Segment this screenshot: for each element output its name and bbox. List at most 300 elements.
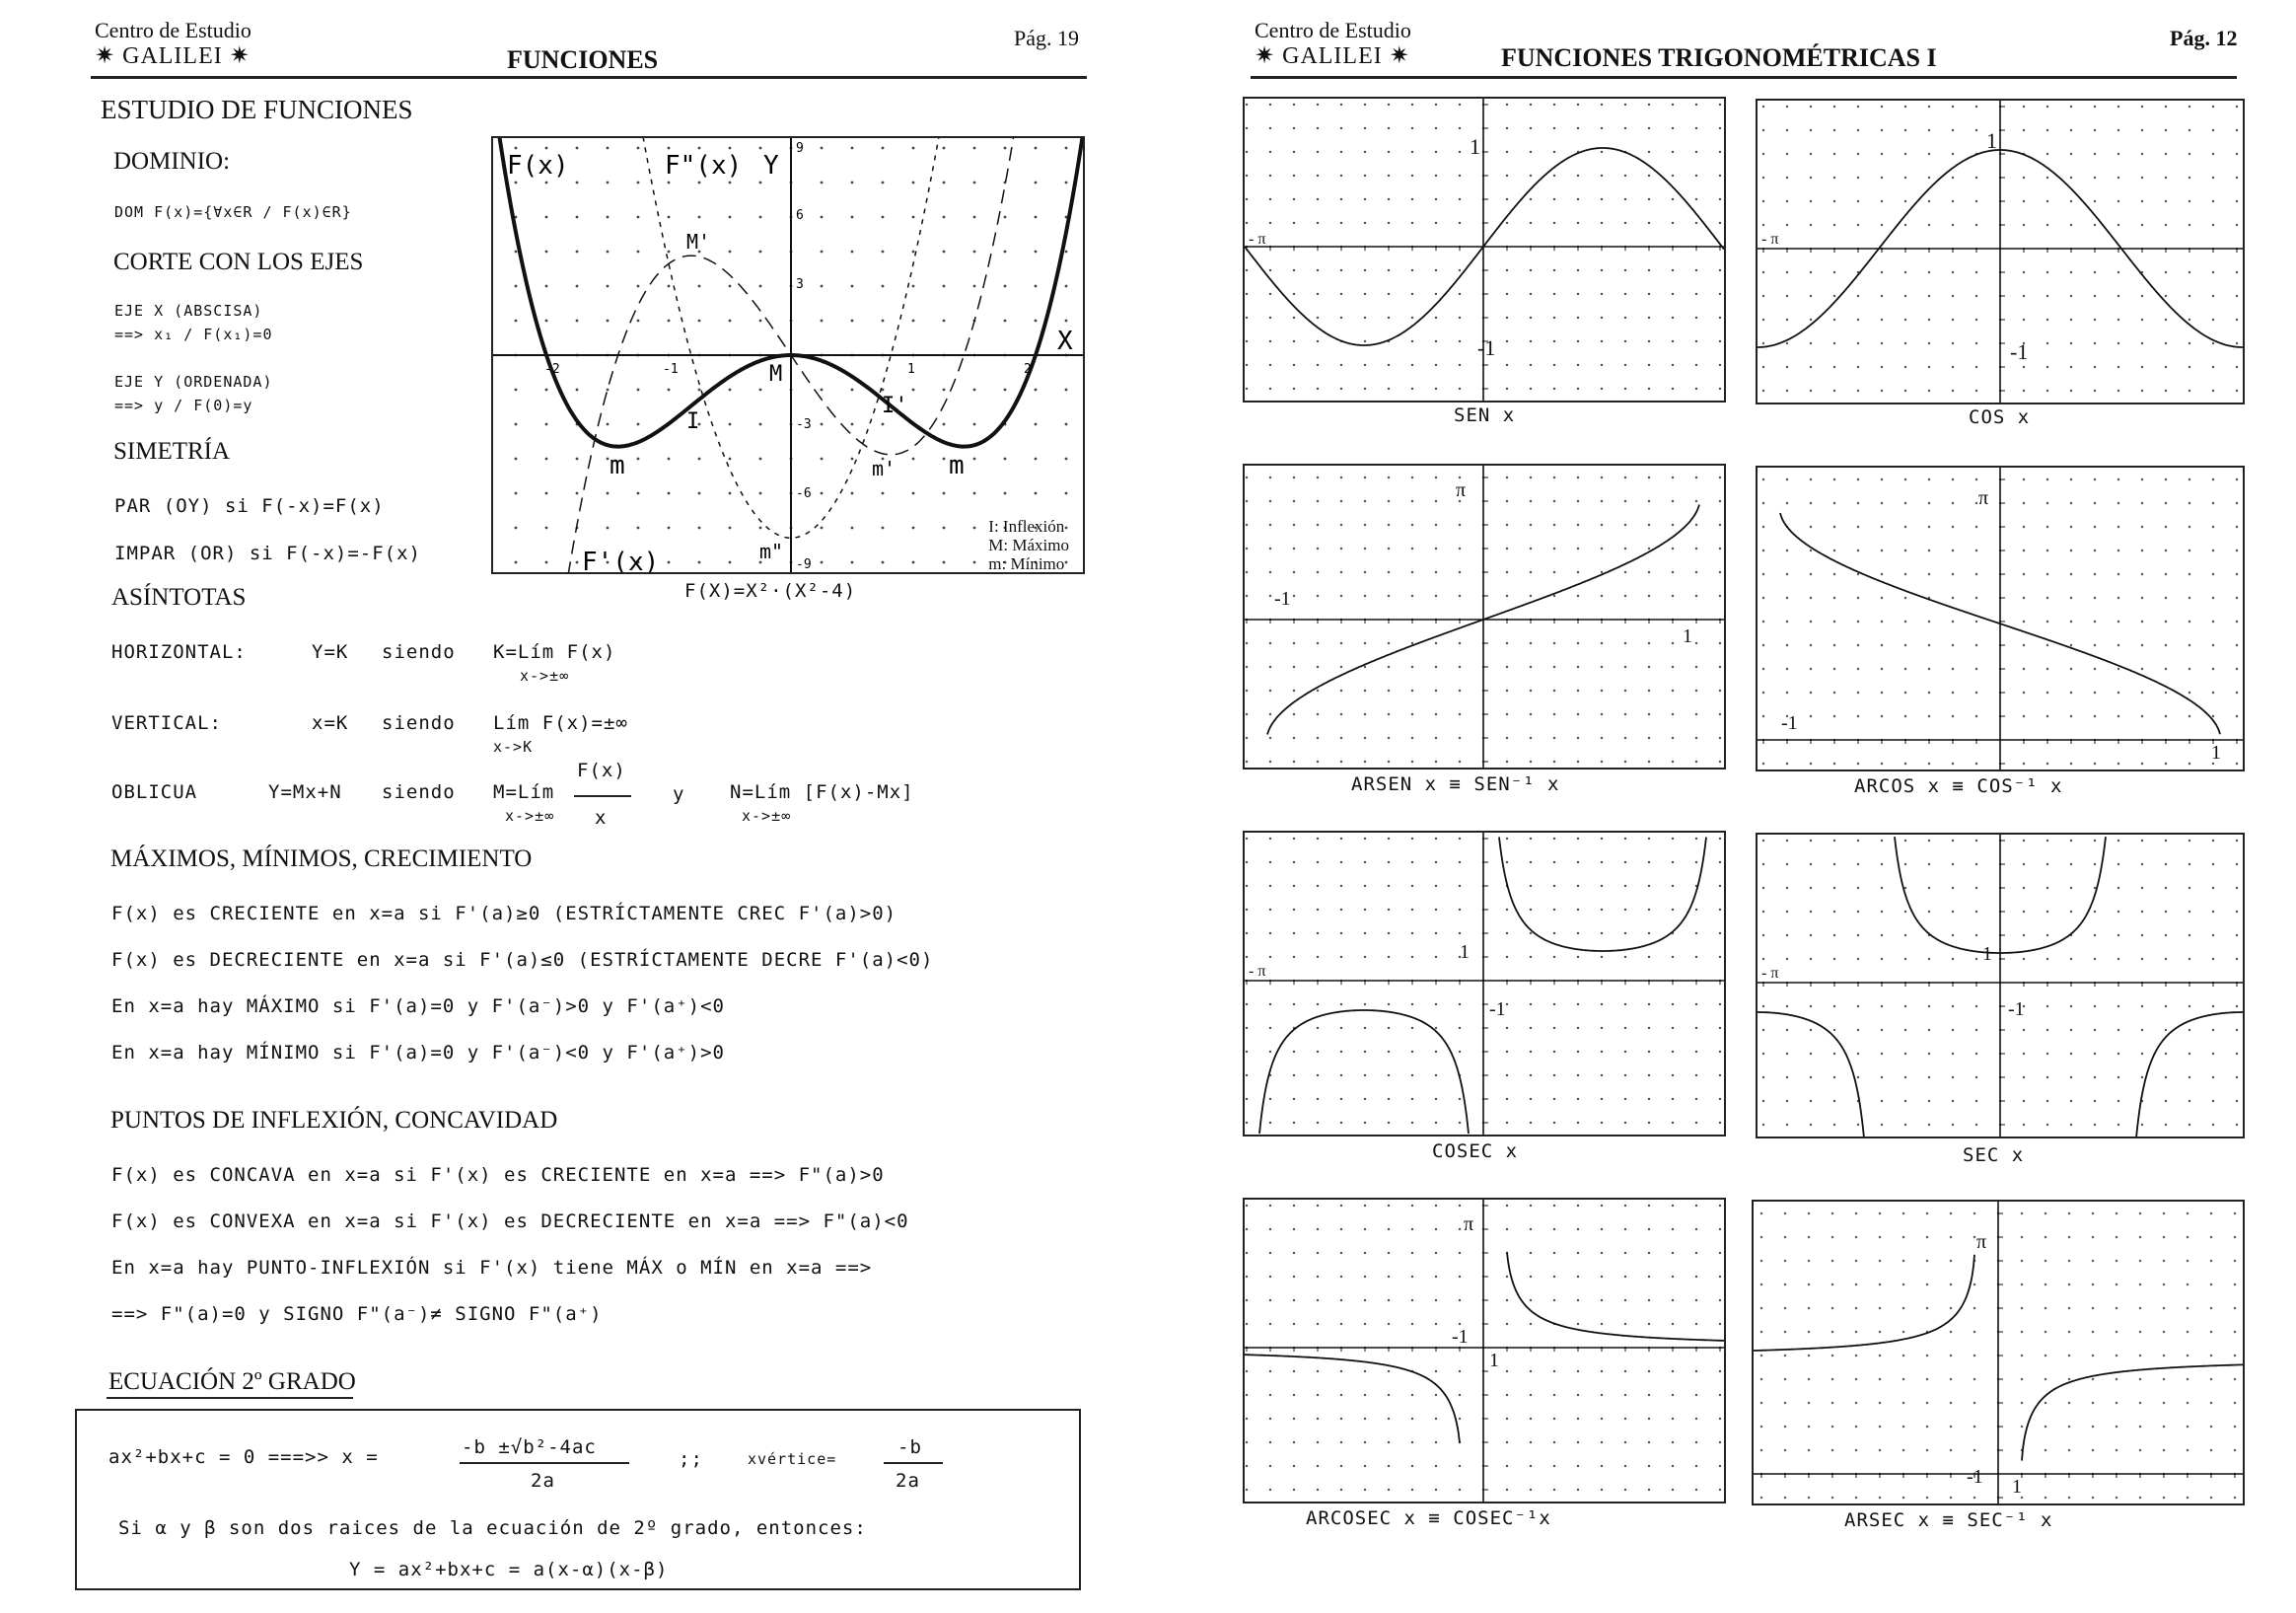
grid-dot [1672,642,1674,644]
grid-dot [1577,1370,1579,1372]
grid-dot [1760,1260,1762,1262]
grid-dot [1624,1003,1626,1005]
grid-dot [1317,293,1319,295]
label-min-left: m [610,451,625,480]
grid-dot [1672,909,1674,911]
simetria-heading: SIMETRÍA [113,438,231,465]
grid-dot [1648,1074,1650,1076]
grid-dot [1317,885,1319,887]
grid-dot [1881,573,1883,575]
grid-dot [1833,934,1835,936]
grid-dot [1340,956,1342,958]
grid-dot [1388,1276,1390,1278]
grid-dot [1831,1283,1833,1285]
header-rule-right [1251,76,2237,79]
grid-dot [1035,320,1038,323]
grid-dot [2023,597,2025,599]
grid-dot [2117,1005,2119,1007]
grid-dot [1577,909,1579,911]
grid-dot [2068,1355,2070,1356]
grid-dot [1004,147,1007,150]
grid-dot [1411,666,1413,668]
cosec-neg-pi-label: - π [1249,963,1266,980]
grid-dot [1833,1124,1835,1126]
vertical-condition: Lím F(x)=±∞ [493,712,628,734]
grid-dot [1786,129,1788,131]
grid-dot [2141,390,2143,392]
grid-dot [1577,885,1579,887]
grid-dot [1672,388,1674,390]
grid-dot [1719,932,1721,934]
grid-dot [1459,666,1461,668]
arcos-neg-one-label: -1 [1781,712,1798,734]
grid-dot [1530,388,1532,390]
grid-dot [2210,1378,2212,1380]
grid-dot [2070,958,2072,960]
grid-dot [1904,550,1906,551]
grid-dot [1904,1076,1906,1078]
grid-dot [2165,621,2167,623]
grid-dot [1411,293,1413,295]
grid-dot [1388,388,1390,390]
grid-dot [1786,1053,1788,1055]
grid-dot [2070,1124,2072,1126]
grid-dot [2023,644,2025,646]
grid-dot [2068,1260,2070,1262]
grid-dot [1317,1465,1319,1467]
grid-dot [1975,692,1977,694]
grid-dot [1340,713,1342,715]
grid-dot [2188,763,2190,765]
graph-caption: F(X)=X²·(X²-4) [684,580,857,602]
graph-arsec [1752,1200,2245,1505]
grid-dot [2210,1355,2212,1356]
grid-dot [2165,715,2167,717]
grid-dot [1833,502,1835,504]
grid-dot [882,182,885,184]
grid-dot [1975,502,1977,504]
grid-dot [2188,342,2190,344]
grid-dot [1904,840,1906,842]
graph-cos [1756,99,2245,404]
grid-dot [1293,571,1295,573]
grid-dot [1624,175,1626,177]
grid-dot [1762,644,1764,646]
grid-dot [1435,932,1437,934]
grid-dot [1719,642,1721,644]
grid-dot [1317,932,1319,934]
grid-dot [1786,295,1788,297]
grid-dot [1340,666,1342,668]
grid-dot [1950,1236,1952,1238]
grid-dot [1435,1465,1437,1467]
grid-dot [545,527,548,530]
grid-dot [1364,175,1366,177]
grid-dot [1857,319,1859,321]
ecuacion-vertex-label: xvértice= [748,1450,837,1468]
grid-dot [1364,104,1366,106]
grid-dot [1952,573,1954,575]
grid-dot [1340,737,1342,739]
grid-dot [1435,1252,1437,1254]
grid-dot [1601,293,1603,295]
grid-dot [759,423,762,426]
grid-dot [1601,500,1603,502]
grid-dot [882,320,885,323]
grid-dot [1762,200,1764,202]
grid-dot [2046,911,2048,913]
grid-dot [1435,388,1437,390]
grid-dot [1388,1323,1390,1325]
grid-dot [1340,1276,1342,1278]
grid-dot [2117,621,2119,623]
grid-dot [1810,1053,1812,1055]
grid-dot [1902,1236,1904,1238]
grid-dot [1601,713,1603,715]
grid-dot [1506,1205,1508,1207]
grid-dot [1506,500,1508,502]
grid-dot [1577,524,1579,526]
grid-dot [1952,668,1954,670]
grid-dot [1293,1370,1295,1372]
grid-dot [1411,1003,1413,1005]
grid-dot [2165,478,2167,480]
grid-dot [2236,668,2238,670]
caption-arcosec: ARCOSEC x ≡ COSEC⁻¹x [1306,1507,1551,1529]
grid-dot [1833,911,1835,913]
grid-dot [1577,690,1579,692]
grid-dot [1648,1299,1650,1301]
grid-dot [1904,1029,1906,1031]
grid-dot [1975,1053,1977,1055]
grid-dot [1435,713,1437,715]
grid-dot [1506,1003,1508,1005]
grid-dot [1695,524,1697,526]
grid-dot [1786,177,1788,179]
grid-dot [2117,668,2119,670]
grid-dot [1388,500,1390,502]
grid-dot [1388,1228,1390,1230]
grid-dot [1246,838,1248,840]
grid-dot [1952,715,1954,717]
grid-dot [1411,198,1413,200]
caption-sec: SEC x [1963,1144,2025,1166]
grid-dot [759,492,762,495]
dominio-formula: DOM F(x)={∀x∈R / F(x)∈R} [114,203,352,221]
grid-dot [1530,838,1532,840]
grid-dot [2023,840,2025,842]
grid-dot [2094,887,2096,889]
grid-dot [1624,1027,1626,1029]
grid-dot [576,147,579,150]
grid-dot [1648,1228,1650,1230]
grid-dot [1411,104,1413,106]
grid-dot [1364,1441,1366,1443]
sec-one-label: 1 [1982,943,1992,965]
grid-dot [973,182,976,184]
label-i: I [686,409,700,434]
grid-dot [1762,763,1764,765]
grid-dot [2212,526,2214,528]
grid-dot [1624,127,1626,129]
grid-dot [1902,1283,1904,1285]
grid-dot [1530,198,1532,200]
grid-dot [1411,1276,1413,1278]
arsen-neg-one-label: -1 [1274,588,1291,610]
grid-dot [1246,198,1248,200]
grid-dot [2023,224,2025,226]
grid-dot [2046,366,2048,368]
grid-dot [2045,1497,2046,1499]
grid-dot [1624,317,1626,319]
grid-dot [2092,1331,2094,1333]
grid-dot [1601,1323,1603,1325]
grid-dot [1246,269,1248,271]
grid-dot [1577,838,1579,840]
grid-dot [1459,1003,1461,1005]
grid-dot [1952,958,1954,960]
grid-dot [2236,644,2238,646]
grid-dot [2117,1053,2119,1055]
grid-dot [2094,911,2096,913]
grid-dot [1601,548,1603,550]
grid-dot [2094,177,2096,179]
grid-dot [1269,151,1271,153]
grid-dot [1553,737,1555,739]
grid-dot [2117,526,2119,528]
grid-dot [2163,1378,2165,1380]
grid-dot [1928,366,1930,368]
grid-dot [882,216,885,219]
grid-dot [2165,958,2167,960]
grid-dot [2094,934,2096,936]
graph-arsec-svg [1754,1202,2243,1503]
grid-dot [1833,621,1835,623]
grid-dot [607,285,610,288]
grid-dot [2092,1426,2094,1428]
grid-dot [2092,1497,2094,1499]
grid-dot [1411,269,1413,271]
grid-dot [1435,737,1437,739]
tick-y9: 9 [796,141,804,156]
grid-dot [545,423,548,426]
grid-dot [1246,388,1248,390]
grid-dot [1881,224,1883,226]
grid-dot [1246,1323,1248,1325]
grid-dot [1672,1027,1674,1029]
grid-dot [1952,550,1954,551]
grid-dot [2068,1378,2070,1380]
grid-dot [1506,1394,1508,1396]
grid-dot [698,147,701,150]
graph-arsen [1243,464,1726,770]
grid-dot [1719,388,1721,390]
grid-dot [2236,106,2238,108]
grid-dot [2094,597,2096,599]
grid-dot [1601,1441,1603,1443]
grid-dot [1269,595,1271,597]
header-title-right: FUNCIONES TRIGONOMÉTRICAS I [1501,43,1937,72]
maximos-line4: En x=a hay MÍNIMO si F'(a)=0 y F'(a⁻)<0 y F'(a⁺)>0 [111,1042,725,1063]
grid-dot [2023,1053,2025,1055]
grid-dot [1624,1394,1626,1396]
grid-dot [1952,692,1954,694]
grid-dot [729,320,732,323]
grid-dot [1317,151,1319,153]
vertical-label: VERTICAL: [111,712,222,734]
grid-dot [759,251,762,254]
grid-dot [2236,763,2238,765]
grid-dot [1719,293,1721,295]
inflexion-line4: ==> F"(a)=0 y SIGNO F"(a⁻)≠ SIGNO F"(a⁺) [111,1303,603,1325]
grid-dot [2234,1212,2236,1214]
grid-dot [1577,861,1579,863]
grid-dot [1530,127,1532,129]
grid-dot [1246,571,1248,573]
grid-dot [973,423,976,426]
grid-dot [1833,526,1835,528]
grid-dot [2045,1331,2046,1333]
grid-dot [515,251,518,254]
grid-dot [1246,1465,1248,1467]
grid-dot [1317,198,1319,200]
grid-dot [1857,621,1859,623]
grid-dot [2212,668,2214,670]
grid-dot [1857,644,1859,646]
grid-dot [1857,478,1859,480]
grid-dot [515,285,518,288]
grid-dot [2092,1236,2094,1238]
grid-dot [1553,956,1555,958]
grid-dot [2236,153,2238,155]
grid-dot [1530,1205,1532,1207]
grid-dot [1553,127,1555,129]
grid-dot [1246,595,1248,597]
grid-dot [729,251,732,254]
grid-dot [2070,621,2072,623]
grid-dot [1246,1299,1248,1301]
grid-dot [1530,1051,1532,1053]
grid-dot [1293,1418,1295,1420]
grid-dot [1269,1323,1271,1325]
grid-dot [2094,366,2096,368]
grid-dot [1952,390,1954,392]
grid-dot [1530,175,1532,177]
grid-dot [1293,269,1295,271]
grid-dot [1695,1418,1697,1420]
grid-dot [1530,1418,1532,1420]
grid-dot [1648,1441,1650,1443]
grid-dot [1601,1122,1603,1124]
grid-dot [1411,1489,1413,1491]
grid-dot [2141,621,2143,623]
grid-dot [2212,1005,2214,1007]
grid-dot [1695,1205,1697,1207]
grid-dot [1577,1027,1579,1029]
grid-dot [2187,1355,2188,1356]
grid-dot [1004,389,1007,392]
grid-dot [545,492,548,495]
grid-dot [1648,642,1650,644]
grid-dot [2236,526,2238,528]
grid-dot [515,458,518,461]
grid-dot [1388,885,1390,887]
grid-dot [1857,763,1859,765]
grid-dot [1762,319,1764,321]
grid-dot [515,492,518,495]
grid-dot [515,320,518,323]
grid-dot [1577,595,1579,597]
grid-dot [2094,1053,2096,1055]
grid-dot [1719,127,1721,129]
grid-dot [1246,151,1248,153]
grid-dot [2212,1053,2214,1055]
grid-dot [2163,1212,2165,1214]
grid-dot [1672,571,1674,573]
grid-dot [1411,548,1413,550]
grid-dot [1553,1122,1555,1124]
grid-dot [1364,595,1366,597]
label-min-prime: m' [872,457,897,480]
grid-dot [1577,175,1579,177]
grid-dot [2092,1307,2094,1309]
grid-dot [2046,692,2048,694]
grid-dot [1435,1394,1437,1396]
grid-dot [1246,1027,1248,1029]
grid-dot [1435,595,1437,597]
grid-dot [1246,1098,1248,1100]
grid-dot [1293,1098,1295,1100]
arsen-one-label: 1 [1683,625,1692,647]
grid-dot [1760,1236,1762,1238]
header-brand-right: ✷ GALILEI ✷ [1255,43,1410,69]
ecuacion-underline [107,1397,353,1399]
grid-dot [1293,838,1295,840]
grid-dot [1530,761,1532,763]
grid-dot [2046,1100,2048,1102]
grid-dot [1553,1276,1555,1278]
grid-dot [2070,911,2072,913]
grid-dot [1246,737,1248,739]
grid-dot [1293,127,1295,129]
grid-dot [668,561,671,564]
grid-dot [1831,1331,1833,1333]
grid-dot [1648,1465,1650,1467]
grid-dot [1695,127,1697,129]
grid-dot [1340,1252,1342,1254]
grid-dot [2023,1124,2025,1126]
inflexion-line2: F(x) es CONVEXA en x=a si F'(x) es DECRECIENTE en x=a ==> F"(a)<0 [111,1210,909,1232]
grid-dot [2139,1449,2141,1451]
grid-dot [1833,153,1835,155]
grid-dot [1340,1441,1342,1443]
grid-dot [1833,958,1835,960]
grid-dot [1269,642,1271,644]
grid-dot [1506,1465,1508,1467]
grid-dot [1784,1212,1786,1214]
grid-dot [1902,1307,1904,1309]
grid-dot [1269,909,1271,911]
grid-dot [2117,224,2119,226]
grid-dot [1506,269,1508,271]
grid-dot [1719,595,1721,597]
grid-dot [1902,1402,1904,1404]
grid-dot [1577,1441,1579,1443]
grid-dot [1269,175,1271,177]
grid-dot [1340,1370,1342,1372]
grid-dot [729,285,732,288]
grid-dot [2141,668,2143,670]
